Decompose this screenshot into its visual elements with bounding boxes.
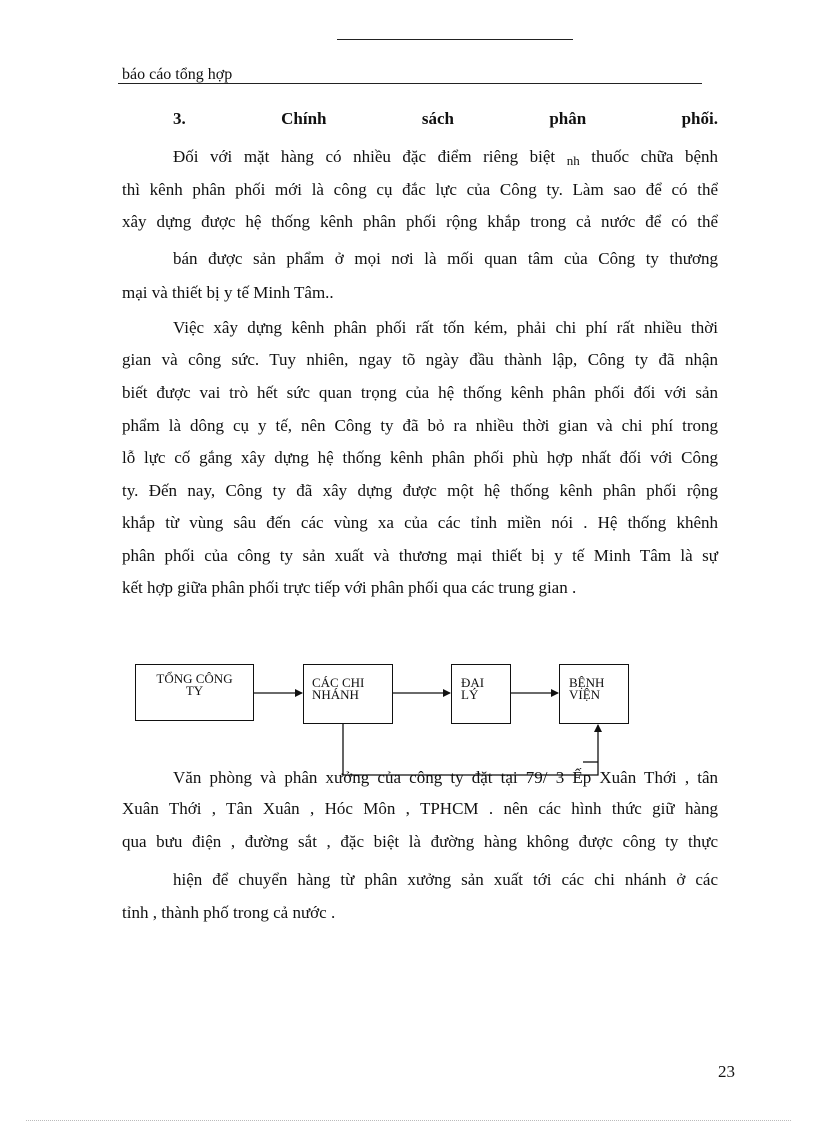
paragraph-line: bán được sản phẩm ở mọi nơi là mối quan tâm của Công ty thương [173,249,718,268]
node-label: ĐẠI [461,675,485,690]
node-agents [451,664,511,724]
node-label: TY [185,683,204,698]
section-word: phân [549,109,587,128]
text-run: thuốc chữa bệnh [591,147,718,166]
section-word: phối. [681,109,718,128]
page-number: 23 [718,1062,735,1081]
node-head-company [135,664,254,721]
paragraph-line: mại và thiết bị y tế Minh Tâm.. [122,283,334,302]
paragraph-line: phẩm là dông cụ y tế, nên Công ty đã bỏ ra nhiều thời gian và chi phí trong [122,416,718,435]
node-branches [303,664,393,724]
node-hospitals [559,664,629,724]
section-word: Chính [281,109,327,128]
node-label: TỔNG CÔNG [156,671,233,686]
paragraph-line: Văn phòng và phân xưởng của công ty đặt tại 79/ 3 Ếp Xuân Thới , tân [173,768,718,787]
inline-fragment: nh [566,153,580,168]
node-label: BỆNH [569,675,605,690]
paragraph-line: Việc xây dựng kênh phân phối rất tốn kém, phải chi phí rất nhiều thời [173,318,718,337]
paragraph-line: qua bưu điện , đường sắt , đặc biệt là đường hàng không được công ty thực [122,832,718,851]
paragraph-line: khắp từ vùng sâu đến các vùng xa của các tỉnh miền nói . Hệ thống khênh [122,513,718,532]
paragraph-line: lỗ lực cố gắng xây dựng hệ thống kênh phân phối phù hợp nhất đối với Công [122,448,718,467]
text-run: Đối với mặt hàng có nhiều đặc điểm riêng biệt [173,147,556,166]
paragraph-line: hiện để chuyển hàng từ phân xưởng sản xuất tới các chi nhánh ở các [173,870,718,889]
section-word: sách [421,109,454,128]
paragraph-line: biết được vai trò hết sức quan trọng của hệ thống kênh phân phối đối với sản [122,383,718,402]
paragraph-line: ty. Đến nay, Công ty đã xây dựng được một hệ thống kênh phân phối rộng [122,481,718,500]
section-number: 3. [173,109,186,128]
node-label: VIỆN [569,687,601,702]
paragraph-line: Xuân Thới , Tân Xuân , Hóc Môn , TPHCM . nên các hình thức giữ hàng [122,799,718,818]
node-label: CÁC CHI [312,675,365,690]
page-bottom-rule [26,1120,791,1121]
paragraph-line: thì kênh phân phối mới là công cụ đắc lực của Công ty. Làm sao để có thể [122,180,718,199]
paragraph-line: kết hợp giữa phân phối trực tiếp với phân phối qua các trung gian . [122,578,577,597]
paragraph-line: phân phối của công ty sản xuất và thương mại thiết bị y tế Minh Tâm là sự [122,546,718,565]
node-label: NHÁNH [312,687,359,702]
paragraph-line: gian và công sức. Tuy nhiên, ngay tõ ngày đầu thành lập, Công ty đã nhận [122,350,718,369]
paragraph-line: xây dựng được hệ thống kênh phân phối rộng khắp trong cả nước để có thể [122,212,718,231]
node-label: LÝ [461,687,479,702]
header-title: báo cáo tổng hợp [122,66,233,83]
paragraph-line: tỉnh , thành phố trong cả nước . [122,903,336,922]
